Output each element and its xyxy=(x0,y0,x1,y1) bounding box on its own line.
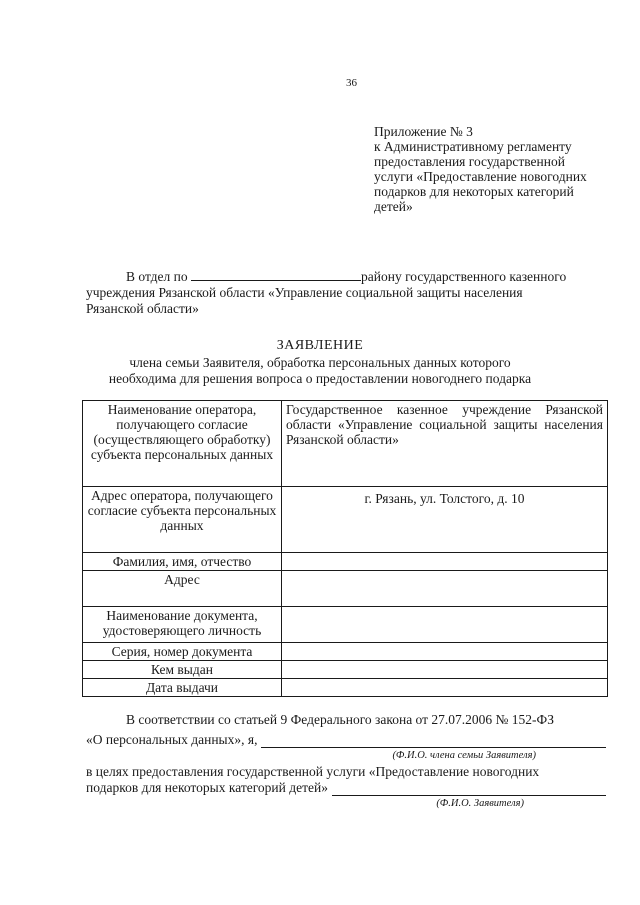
row-label: Кем выдан xyxy=(83,661,282,679)
appendix-line: детей» xyxy=(374,199,413,214)
row-value: Государственное казенное учреждение Рязанской области «Управление социальной защиты населения Рязанской области» xyxy=(282,401,608,487)
issue-date-field[interactable] xyxy=(282,679,608,697)
document-number-field[interactable] xyxy=(282,643,608,661)
table-row xyxy=(83,607,608,643)
full-name-field[interactable] xyxy=(282,553,608,571)
addressee-suffix: району государственного казенного xyxy=(361,269,567,284)
table-row xyxy=(83,487,608,553)
family-member-hint: (Ф.И.О. члена семьи Заявителя) xyxy=(392,750,536,761)
table-row xyxy=(83,401,608,487)
addressee-line-2: учреждения Рязанской области «Управление социальной защиты населения xyxy=(86,285,523,300)
consent-line-3: в целях предоставления государственной услуги «Предоставление новогодних xyxy=(86,764,540,779)
addressee-prefix: В отдел по xyxy=(126,269,188,284)
appendix-line: предоставления государственной xyxy=(374,154,565,169)
appendix-line: услуги «Предоставление новогодних xyxy=(374,169,587,184)
row-label: Серия, номер документа xyxy=(83,643,282,661)
address-field[interactable] xyxy=(282,571,608,607)
row-label: Адрес оператора, получающего согласие субъекта персональных данных xyxy=(83,487,282,553)
consent-line-2-prefix: «О персональных данных», я, xyxy=(86,732,258,747)
applicant-name-field[interactable] xyxy=(332,783,606,796)
subtitle-line: члена семьи Заявителя, обработка персональных данных которого xyxy=(129,355,511,370)
district-blank-field[interactable] xyxy=(191,268,361,281)
document-title: ЗАЯВЛЕНИЕ xyxy=(276,338,364,353)
appendix-line: подарков для некоторых категорий xyxy=(374,184,574,199)
id-document-field[interactable] xyxy=(282,607,608,643)
row-label: Дата выдачи xyxy=(83,679,282,697)
row-label: Наименование оператора, получающего согласие (осуществляющего обработку) субъекта персональных данных xyxy=(83,401,282,487)
consent-line-4-prefix: подарков для некоторых категорий детей» xyxy=(86,780,328,795)
row-label: Адрес xyxy=(83,571,282,607)
table-row xyxy=(83,643,608,661)
row-value: г. Рязань, ул. Толстого, д. 10 xyxy=(282,487,608,553)
table-row xyxy=(83,679,608,697)
document-subtitle xyxy=(100,355,540,387)
row-label: Наименование документа, удостоверяющего личность xyxy=(83,607,282,643)
consent-block xyxy=(86,712,606,812)
table-row xyxy=(83,553,608,571)
appendix-note xyxy=(374,124,614,214)
table-row xyxy=(83,571,608,607)
issued-by-field[interactable] xyxy=(282,661,608,679)
family-member-name-field[interactable] xyxy=(261,735,606,748)
addressee-block xyxy=(86,268,606,317)
table-row xyxy=(83,661,608,679)
row-label: Фамилия, имя, отчество xyxy=(83,553,282,571)
consent-line-1: В соответствии со статьей 9 Федерального закона от 27.07.2006 № 152-ФЗ xyxy=(126,712,554,727)
appendix-line: Приложение № 3 xyxy=(374,124,473,139)
page-number: 36 xyxy=(346,77,357,89)
personal-data-table xyxy=(82,400,608,697)
applicant-hint: (Ф.И.О. Заявителя) xyxy=(436,798,524,809)
subtitle-line: необходима для решения вопроса о предоставлении новогоднего подарка xyxy=(108,371,532,386)
appendix-line: к Административному регламенту xyxy=(374,139,572,154)
addressee-line-3: Рязанской области» xyxy=(86,301,199,316)
